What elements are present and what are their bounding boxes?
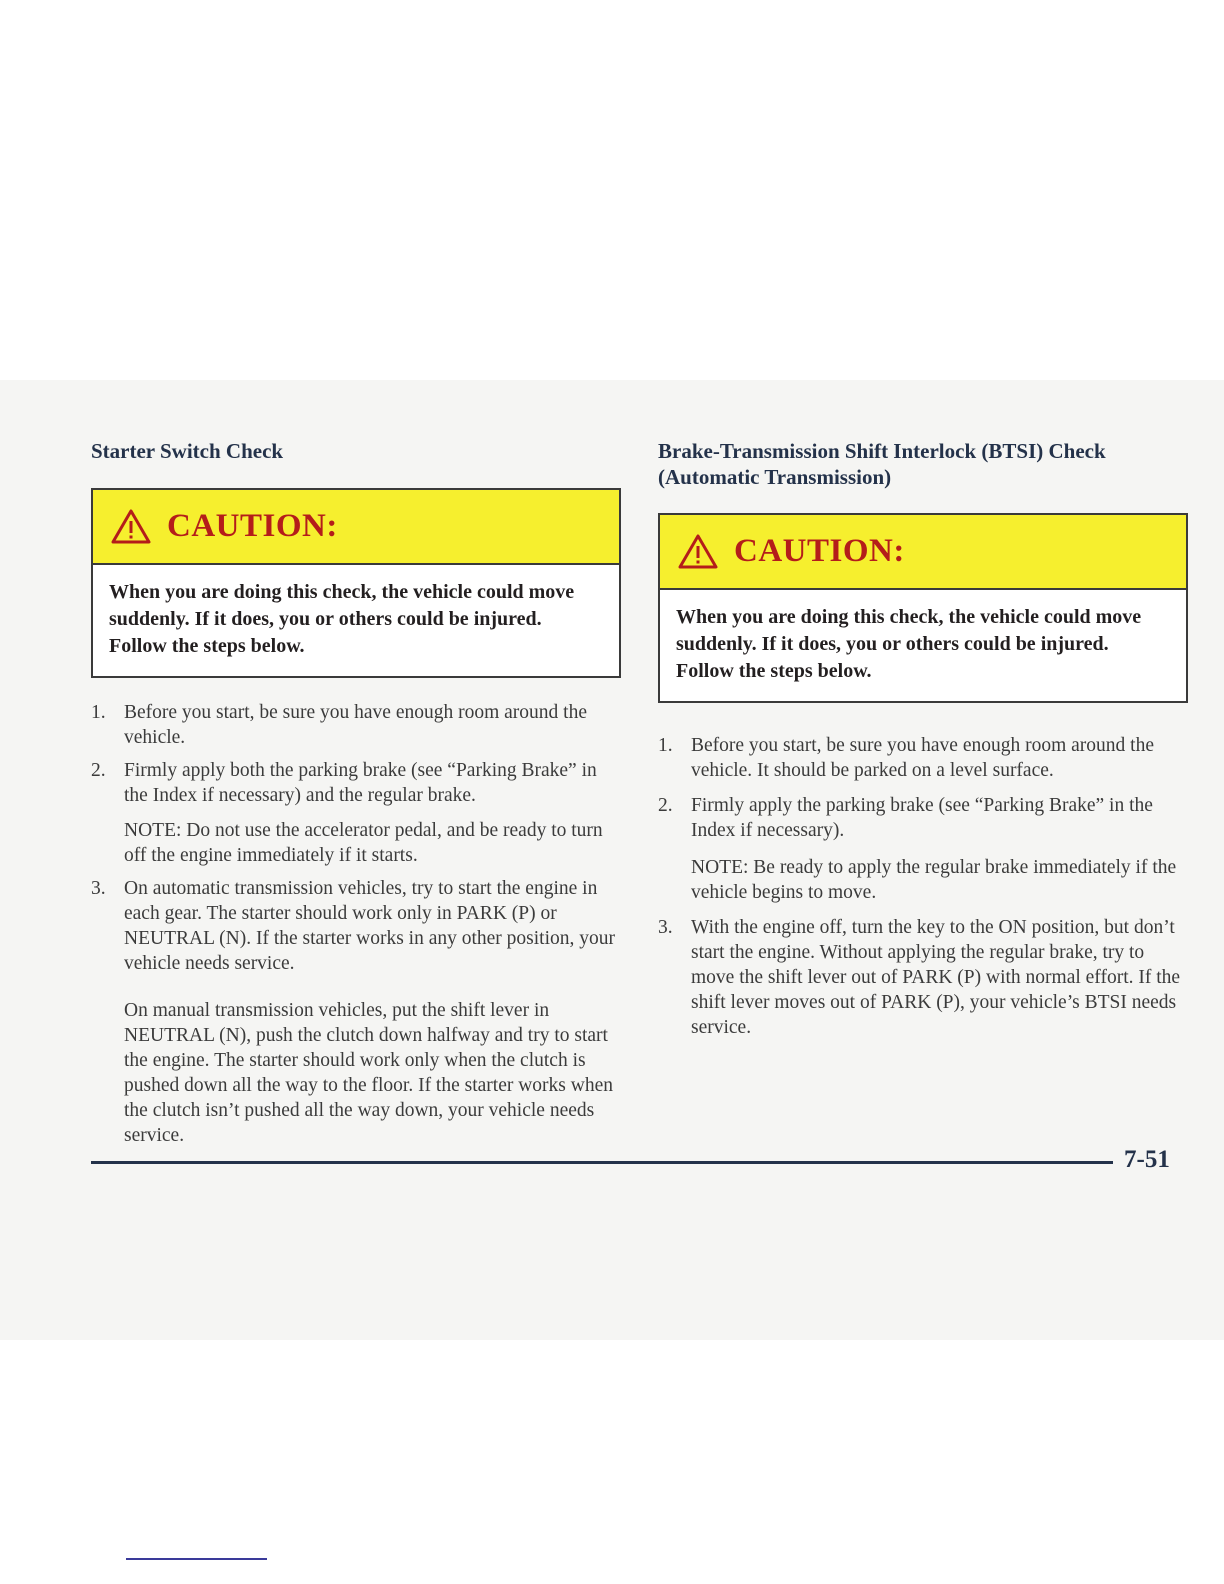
caution-body: When you are doing this check, the vehicle could move suddenly. If it does, you or others could be injured. Follow the steps below. [676, 606, 1142, 682]
section-heading-btsi [658, 438, 1188, 490]
section-heading-starter-switch: Starter Switch Check [91, 439, 284, 463]
steps-list-left [91, 700, 621, 1148]
step-text: With the engine off, turn the key to the ON position, but don’t start the engine. Without applying the regular brake, try to move the shift lever out of PARK (P) with normal effort. If the shift lever moves out of PARK (P), your vehicle’s BTSI needs service. [691, 917, 1181, 1038]
caution-box-left [91, 488, 621, 678]
warning-triangle-icon [111, 509, 151, 545]
steps-list-right [658, 733, 1188, 1040]
step-text: Firmly apply both the parking brake (see “Parking Brake” in the Index if necessary) and the regular brake. [124, 760, 597, 806]
footer-rule [91, 1161, 1113, 1164]
caution-body: When you are doing this check, the vehicle could move suddenly. If it does, you or others could be injured. Follow the steps below. [109, 581, 575, 657]
caution-header [93, 490, 619, 565]
step-number: 3. [658, 917, 673, 938]
left-column [91, 438, 621, 1148]
list-item [658, 733, 1188, 783]
list-item [91, 700, 621, 750]
warning-triangle-icon [678, 534, 718, 570]
list-item [658, 793, 1188, 905]
bottom-divider [126, 1558, 267, 1560]
page-number: 7-51 [1124, 1146, 1170, 1173]
step-note: On manual transmission vehicles, put the shift lever in NEUTRAL (N), push the clutch down halfway and try to start the engine. The starter should work only when the clutch is pushed down all the way to the floor. If the starter works when the clutch isn’t pushed all the way down, your vehicle needs service. [124, 1000, 614, 1146]
list-item [91, 758, 621, 868]
step-note: NOTE: Be ready to apply the regular brake immediately if the vehicle begins to move. [691, 857, 1177, 903]
step-number: 1. [658, 735, 673, 756]
heading-line: Brake-Transmission Shift Interlock (BTSI) Check [658, 439, 1106, 463]
step-number: 1. [91, 702, 106, 723]
right-column [658, 438, 1188, 1040]
step-note: NOTE: Do not use the accelerator pedal, and be ready to turn off the engine immediately if it starts. [124, 820, 603, 866]
list-item [91, 876, 621, 1148]
step-number: 2. [91, 760, 106, 781]
step-text: Firmly apply the parking brake (see “Parking Brake” in the Index if necessary). [691, 795, 1153, 841]
step-number: 3. [91, 878, 106, 899]
caution-box-right [658, 513, 1188, 703]
caution-title: CAUTION: [734, 533, 905, 569]
step-text: Before you start, be sure you have enough room around the vehicle. It should be parked on a level surface. [691, 735, 1154, 781]
caution-title: CAUTION: [167, 508, 338, 544]
list-item [658, 915, 1188, 1040]
heading-line: (Automatic Transmission) [658, 465, 892, 489]
caution-header [660, 515, 1186, 590]
step-text: Before you start, be sure you have enough room around the vehicle. [124, 702, 587, 748]
step-number: 2. [658, 795, 673, 816]
step-text: On automatic transmission vehicles, try to start the engine in each gear. The starter should work only in PARK (P) or NEUTRAL (N). If the starter works in any other position, your vehicle needs service. [124, 878, 616, 974]
